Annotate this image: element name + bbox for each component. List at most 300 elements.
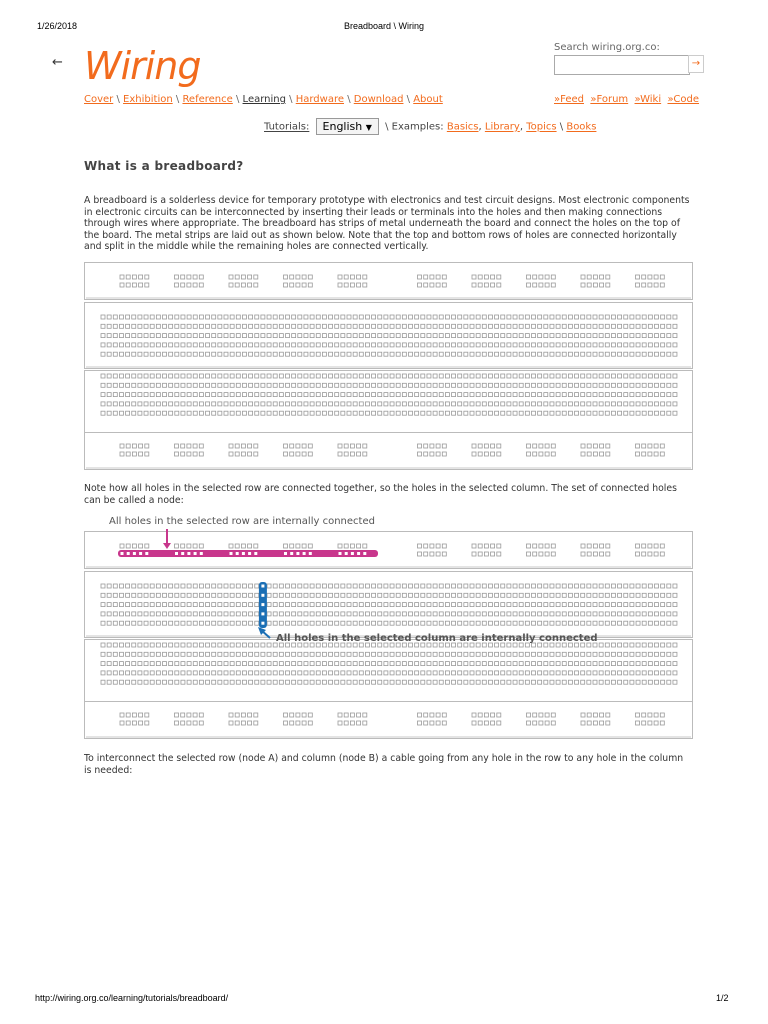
breadboard-hole [618,643,622,647]
breadboard-hole [163,315,167,319]
breadboard-hole [255,680,259,684]
breadboard-hole [513,584,517,588]
breadboard-hole [310,324,314,328]
breadboard-hole [445,383,449,387]
breadboard-hole [267,334,271,338]
breadboard-hole [156,643,160,647]
breadboard-hole [501,621,505,625]
breadboard-hole [611,411,615,415]
breadboard-hole [636,652,640,656]
breadboard-hole [267,374,271,378]
breadboard-hole [642,383,646,387]
breadboard-hole [624,671,628,675]
breadboard-hole [310,402,314,406]
breadboard-hole [359,393,363,397]
nav-code[interactable]: »Code [667,94,700,105]
breadboard-hole [187,275,191,279]
breadboard-hole [310,383,314,387]
breadboard-hole [372,402,376,406]
breadboard-hole [409,593,413,597]
breadboard-hole [261,383,265,387]
breadboard-hole [661,411,665,415]
breadboard-hole [241,452,245,456]
nav-wiki[interactable]: »Wiki [634,94,662,105]
breadboard-hole [218,621,222,625]
nav-download[interactable]: Download [353,94,404,105]
breadboard-hole [587,411,591,415]
breadboard-hole [513,334,517,338]
breadboard-hole [636,452,640,456]
breadboard-hole [199,452,203,456]
breadboard-hole [452,680,456,684]
breadboard-hole [624,352,628,356]
breadboard-hole [605,352,609,356]
breadboard-hole [187,621,191,625]
breadboard-hole [126,584,130,588]
breadboard-hole [206,662,210,666]
breadboard-hole [427,393,431,397]
breadboard-hole [439,612,443,616]
breadboard-panel [85,702,693,739]
breadboard-hole [507,374,511,378]
breadboard-hole [138,315,142,319]
breadboard-hole [452,671,456,675]
breadboard-hole [341,374,345,378]
breadboard-hole [605,334,609,338]
search-submit-arrow-icon[interactable]: → [688,55,704,73]
breadboard-hole [667,402,671,406]
breadboard-hole [384,652,388,656]
breadboard-hole [545,713,549,717]
breadboard-hole [113,671,117,675]
breadboard-hole [372,315,376,319]
breadboard-hole [660,452,664,456]
breadboard-hole [600,721,604,725]
breadboard-hole [206,643,210,647]
breadboard-hole [458,352,462,356]
breadboard-hole [236,343,240,347]
breadboard-hole [255,324,259,328]
breadboard-hole [445,374,449,378]
breadboard-hole [249,652,253,656]
breadboard-hole [372,603,376,607]
breadboard-hole [575,652,579,656]
breadboard-hole [304,603,308,607]
breadboard-hole [396,393,400,397]
search-input[interactable] [554,55,690,75]
breadboard-hole [593,671,597,675]
breadboard-hole [347,324,351,328]
breadboard-hole [655,652,659,656]
breadboard-hole [378,612,382,616]
breadboard-hole [144,643,148,647]
breadboard-hole [442,452,446,456]
breadboard-hole [556,603,560,607]
breadboard-hole [304,671,308,675]
nav-exhibition[interactable]: Exhibition [123,94,173,105]
breadboard-hole [519,402,523,406]
breadboard-hole [296,721,300,725]
breadboard-hole [458,680,462,684]
breadboard-hole [298,324,302,328]
breadboard-hole [476,393,480,397]
breadboard-hole [132,444,136,448]
breadboard-hole [655,662,659,666]
nav-learning[interactable]: Learning [242,94,286,105]
breadboard-hole [242,343,246,347]
breadboard-hole [427,603,431,607]
breadboard-hole [433,584,437,588]
breadboard-hole [445,402,449,406]
breadboard-hole [372,352,376,356]
breadboard-hole [452,324,456,328]
breadboard-hole [513,593,517,597]
back-arrow-icon[interactable]: ← [52,55,63,70]
breadboard-hole [648,352,652,356]
breadboard-hole [261,402,265,406]
breadboard-hole [169,374,173,378]
breadboard-hole [267,315,271,319]
breadboard-hole [667,584,671,588]
breadboard-hole [119,411,123,415]
breadboard-hole [402,612,406,616]
breadboard-hole [273,315,277,319]
breadboard-hole [575,603,579,607]
breadboard-hole [624,324,628,328]
breadboard-hole [667,621,671,625]
breadboard-hole [396,352,400,356]
breadboard-hole [495,652,499,656]
breadboard-hole [101,343,105,347]
breadboard-hole [599,643,603,647]
breadboard-hole [409,603,413,607]
breadboard-hole [384,680,388,684]
print-url: http://wiring.org.co/learning/tutorials/breadboard/ [35,993,229,1003]
breadboard-hole [353,680,357,684]
breadboard-hole [421,603,425,607]
breadboard-hole [575,383,579,387]
breadboard-hole [673,593,677,597]
breadboard-hole [513,411,517,415]
breadboard-hole [126,275,130,279]
breadboard-hole [378,680,382,684]
breadboard-hole [587,324,591,328]
breadboard-hole [476,352,480,356]
breadboard-hole [501,652,505,656]
breadboard-hole [491,275,495,279]
breadboard-hole [488,334,492,338]
breadboard-hole [292,584,296,588]
breadboard-hole [107,352,111,356]
breadboard-hole [101,393,105,397]
breadboard-hole [611,315,615,319]
breadboard-hole [551,544,555,548]
breadboard-hole [476,671,480,675]
breadboard-hole [181,334,185,338]
breadboard-hole [587,671,591,675]
nav-forum[interactable]: »Forum [590,94,629,105]
breadboard-hole [341,621,345,625]
breadboard-hole [290,552,293,555]
breadboard-hole [654,713,658,717]
example-library[interactable]: Library [484,121,520,133]
breadboard-hole [587,544,591,548]
breadboard-hole [304,652,308,656]
breadboard-hole [163,334,167,338]
breadboard-hole [156,680,160,684]
breadboard-hole [618,612,622,616]
breadboard-hole [519,603,523,607]
breadboard-hole [470,315,474,319]
breadboard-hole [452,343,456,347]
breadboard-hole [452,334,456,338]
breadboard-hole [119,393,123,397]
breadboard-hole [126,603,130,607]
breadboard-hole [415,343,419,347]
breadboard-hole [218,352,222,356]
breadboard-hole [163,662,167,666]
breadboard-hole [587,713,591,717]
breadboard-hole [433,315,437,319]
breadboard-hole [199,324,203,328]
breadboard-hole [218,603,222,607]
nav-reference[interactable]: Reference [182,94,233,105]
breadboard-hole [206,383,210,387]
breadboard-hole [378,621,382,625]
breadboard-hole [488,603,492,607]
breadboard-hole [267,652,271,656]
example-topics[interactable]: Topics [526,121,557,133]
breadboard-hole [284,452,288,456]
breadboard-hole [181,444,185,448]
breadboard-hole [236,652,240,656]
breadboard-hole [236,680,240,684]
breadboard-hole [470,593,474,597]
breadboard-hole [363,552,366,555]
example-books[interactable]: Books [566,121,597,133]
breadboard-hole [439,603,443,607]
breadboard-hole [642,283,646,287]
breadboard-hole [113,324,117,328]
breadboard-hole [335,343,339,347]
breadboard-hole [156,652,160,656]
breadboard-hole [363,444,367,448]
breadboard-hole [316,680,320,684]
breadboard-hole [175,383,179,387]
breadboard-hole [458,374,462,378]
breadboard-hole [187,411,191,415]
breadboard-hole [261,585,264,588]
breadboard-hole [163,352,167,356]
breadboard-hole [470,334,474,338]
breadboard-hole [199,544,203,548]
breadboard-hole [144,393,148,397]
breadboard-hole [519,374,523,378]
breadboard-hole [329,593,333,597]
breadboard-hole [667,671,671,675]
breadboard-hole [525,593,529,597]
breadboard-hole [525,343,529,347]
breadboard-hole [175,343,179,347]
breadboard-hole [322,374,326,378]
breadboard-hole [310,603,314,607]
breadboard-hole [581,315,585,319]
breadboard-hole [390,352,394,356]
breadboard-hole [341,612,345,616]
breadboard-hole [661,603,665,607]
nav-hardware[interactable]: Hardware [295,94,344,105]
breadboard-hole [433,402,437,406]
breadboard-hole [341,334,345,338]
breadboard-hole [261,374,265,378]
breadboard-hole [255,662,259,666]
breadboard-hole [384,612,388,616]
breadboard-hole [249,680,253,684]
breadboard-hole [488,671,492,675]
breadboard-hole [218,680,222,684]
breadboard-hole [308,275,312,279]
breadboard-hole [175,393,179,397]
breadboard-hole [357,544,361,548]
breadboard-hole [636,680,640,684]
breadboard-hole [445,352,449,356]
breadboard-hole [329,374,333,378]
breadboard-hole [359,671,363,675]
breadboard-hole [248,721,252,725]
breadboard-hole [218,393,222,397]
breadboard-hole [145,275,149,279]
breadboard-hole [605,652,609,656]
breadboard-hole [126,352,130,356]
breadboard-hole [673,603,677,607]
site-logo[interactable]: Wiring [84,44,201,88]
breadboard-hole [667,652,671,656]
breadboard-hole [532,334,536,338]
breadboard-hole [255,383,259,387]
breadboard-hole [218,343,222,347]
breadboard-hole [248,444,252,448]
breadboard-hole [357,283,361,287]
breadboard-hole [341,671,345,675]
breadboard-hole [255,603,259,607]
nav-feed[interactable]: »Feed [554,94,584,105]
breadboard-hole [230,584,234,588]
nav-cover[interactable]: Cover [84,94,114,105]
breadboard-hole [372,374,376,378]
nav-about[interactable]: About [413,94,443,105]
breadboard-hole [642,584,646,588]
breadboard-hole [655,411,659,415]
breadboard-hole [527,283,531,287]
breadboard-hole [654,283,658,287]
breadboard-hole [261,612,264,615]
breadboard-hole [163,621,167,625]
breadboard-hole [562,603,566,607]
breadboard-hole [600,552,604,556]
breadboard-hole [390,334,394,338]
breadboard-hole [599,662,603,666]
breadboard-hole [396,315,400,319]
breadboard-hole [224,662,228,666]
breadboard-hole [673,652,677,656]
breadboard-hole [636,612,640,616]
breadboard-hole [642,315,646,319]
breadboard-hole [648,393,652,397]
breadboard-hole [427,584,431,588]
breadboard-hole [284,283,288,287]
breadboard-hole [341,603,345,607]
breadboard-hole [581,393,585,397]
breadboard-hole [229,275,233,279]
breadboard-hole [359,334,363,338]
breadboard-hole [230,680,234,684]
breadboard-hole [169,343,173,347]
breadboard-hole [562,315,566,319]
breadboard-hole [169,315,173,319]
breadboard-hole [335,652,339,656]
breadboard-hole [539,552,543,556]
breadboard-hole [421,662,425,666]
breadboard-hole [593,721,597,725]
breadboard-hole [648,652,652,656]
breadboard-hole [139,721,143,725]
breadboard-hole [138,584,142,588]
breadboard-hole [495,393,499,397]
breadboard-hole [199,402,203,406]
breadboard-hole [538,343,542,347]
breadboard-hole [667,603,671,607]
breadboard-hole [427,334,431,338]
breadboard-hole [322,402,326,406]
breadboard-hole [249,671,253,675]
breadboard-hole [193,411,197,415]
breadboard-hole [359,680,363,684]
breadboard-hole [550,411,554,415]
breadboard-hole [119,680,123,684]
breadboard-hole [593,593,597,597]
breadboard-hole [402,324,406,328]
breadboard-hole [175,643,179,647]
breadboard-hole [101,324,105,328]
breadboard-hole [488,584,492,588]
breadboard-hole [138,671,142,675]
breadboard-hole [181,544,185,548]
breadboard-hole [187,612,191,616]
breadboard-hole [303,552,306,555]
breadboard-hole [436,275,440,279]
breadboard-hole [562,584,566,588]
breadboard-hole [507,603,511,607]
language-select[interactable] [316,118,379,135]
breadboard-hole [372,612,376,616]
breadboard-hole [562,621,566,625]
breadboard-hole [556,374,560,378]
breadboard-hole [538,652,542,656]
breadboard-hole [365,393,369,397]
breadboard-hole [476,324,480,328]
breadboard-hole [347,680,351,684]
breadboard-hole [402,393,406,397]
breadboard-hole [527,544,531,548]
breadboard-hole [126,643,130,647]
breadboard-panel [85,263,693,300]
example-basics[interactable]: Basics [446,121,479,133]
breadboard-hole [409,671,413,675]
breadboard-hole [138,402,142,406]
breadboard-hole [648,402,652,406]
breadboard-hole [126,721,130,725]
breadboard-hole [495,612,499,616]
